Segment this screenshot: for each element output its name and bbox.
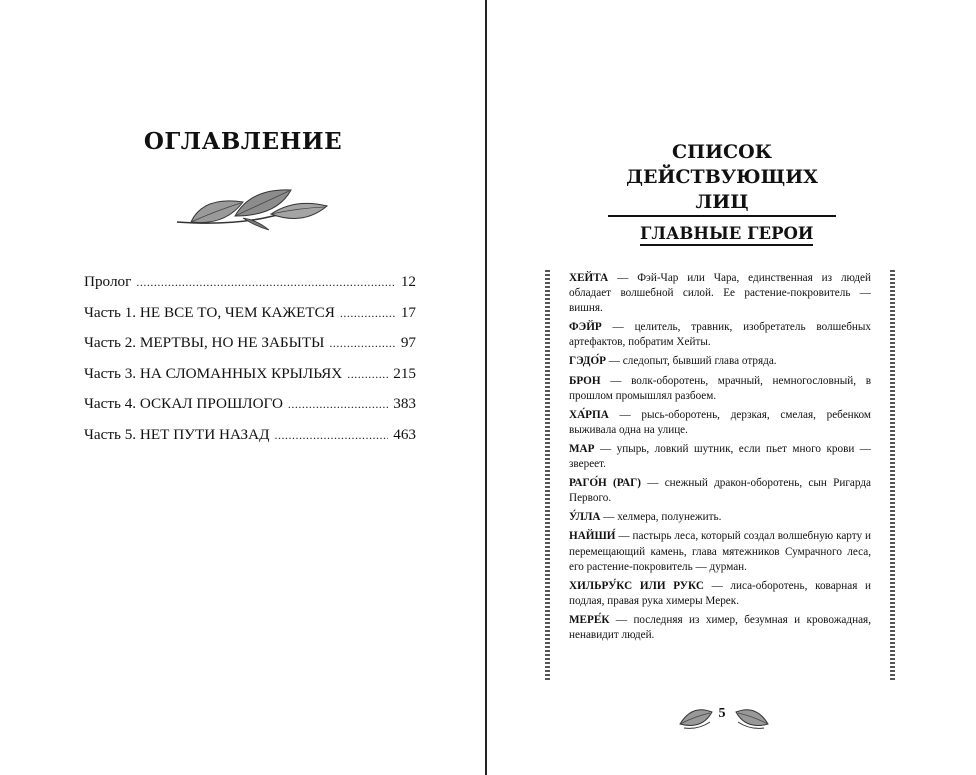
page-number: 5 [718,706,726,721]
character-entry [569,320,871,350]
toc-leader-dots [347,367,388,382]
character-description: — упырь, ловкий шутник, если пьет много крови — звереет. [569,442,871,471]
toc-entry-label: Часть 2. МЕРТВЫ, НО НЕ ЗАБЫТЫ [84,334,325,352]
character-entry [569,579,871,609]
character-name: ХА́РПА [569,408,609,421]
character-description: — последняя из химер, безумная и кровожадная, ненавидит людей. [569,613,871,641]
character-name: ФЭЙР [569,321,602,334]
character-list [569,271,871,647]
toc-leader-dots [340,306,396,321]
toc-entry-page: 12 [400,273,416,290]
character-entry [569,476,871,506]
table-of-contents [84,273,416,457]
toc-entry-label: Часть 4. ОСКАЛ ПРОШЛОГО [84,395,283,413]
section-title: ГЛАВНЫЕ ГЕРОИ [640,224,813,246]
character-description: — следопыт, бывший глава отряда. [606,355,777,368]
toc-entry[interactable] [84,395,416,426]
character-name: ХИЛЬРУ́КС ИЛИ РУКС [569,579,704,592]
toc-leader-dots [136,275,395,290]
character-entry [569,442,871,472]
character-name: МАР [569,442,595,455]
leaf-ornament-icon [173,186,333,232]
character-entry [569,613,871,643]
toc-entry-label: Часть 5. НЕТ ПУТИ НАЗАД [84,425,270,443]
cast-list-title [608,140,836,217]
character-name: ХЕЙТА [569,272,609,284]
character-description: — волк-оборотень, мрачный, немногословный, в прошлом промышлял разбоем. [569,374,871,402]
toc-entry-page: 17 [400,303,416,321]
toc-leader-dots [288,397,388,412]
toc-entry-label: Пролог [84,273,132,290]
toc-entry-label: Часть 3. НА СЛОМАННЫХ КРЫЛЬЯХ [84,364,343,382]
character-description: — Фэй-Чар или Чара, единственная из людей обладает волшебной силой. Ее растение-покровитель — вишня. [569,272,871,315]
toc-leader-dots [274,428,388,443]
toc-entry[interactable] [84,273,416,304]
toc-entry[interactable] [84,426,416,457]
character-name: У́ЛЛА [569,511,601,524]
character-description: — снежный дракон-оборотень, сын Ригарда Первого. [569,477,872,505]
page-spine-divider [485,0,487,775]
cast-title-line2: ДЕЙСТВУЮЩИХ ЛИЦ [608,165,836,217]
character-entry [569,529,871,574]
cast-title-line1: СПИСОК [672,141,772,163]
character-description: — пастырь леса, который создал волшебную карту и перемещающий камень, глава мятежников Сумрачного леса, его растение-покровитель — дурман. [569,530,871,573]
toc-entry-page: 97 [400,334,416,352]
toc-entry-page: 215 [393,364,416,382]
character-entry [569,271,871,316]
right-page [488,0,976,775]
character-name: ГЭДО́Р [569,355,606,368]
toc-entry-page: 383 [393,395,416,413]
toc-entry[interactable] [84,304,416,335]
decorative-border-left [545,270,550,680]
character-name: БРОН [569,374,601,387]
character-name: МЕРЕ́К [569,613,610,626]
decorative-border-right [890,270,895,680]
character-name: РАГО́Н (РАГ) [569,477,642,490]
toc-entry[interactable] [84,365,416,396]
toc-leader-dots [329,336,395,351]
toc-entry-page: 463 [393,425,416,443]
character-name: НАЙШИ́ [569,530,616,543]
toc-entry-label: Часть 1. НЕ ВСЕ ТО, ЧЕМ КАЖЕТСЯ [84,303,335,321]
character-entry [569,408,871,438]
character-description: — лиса-оборотень, коварная и подлая, правая рука химеры Мерек. [569,579,871,607]
character-description: — целитель, травник, изобретатель волшебных артефактов, побратим Хейты. [569,321,871,349]
toc-entry[interactable] [84,334,416,365]
character-description: — рысь-оборотень, дерзкая, смелая, ребенком выживала одна на улице. [569,408,871,436]
character-entry [569,354,871,369]
character-entry [569,374,871,404]
character-description: — хелмера, полунежить. [600,511,722,524]
character-entry [569,510,871,525]
left-page [0,0,486,775]
toc-title: ОГЛАВЛЕНИЕ [143,128,343,155]
